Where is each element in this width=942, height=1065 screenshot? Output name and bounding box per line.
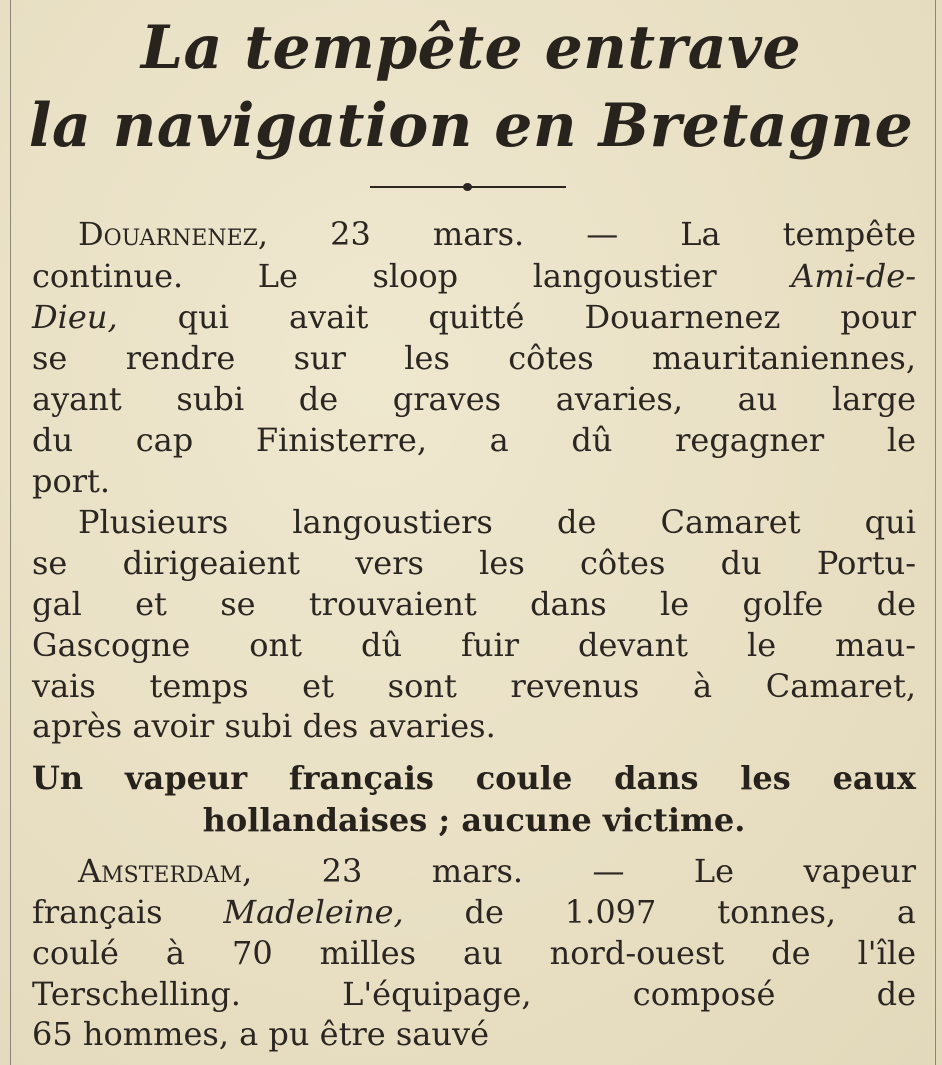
dateline-amsterdam: Amsterdam [78, 852, 243, 890]
p3-line-1 [78, 851, 916, 891]
divider-dot [463, 183, 472, 191]
ship-name-ami-de-dieu-part1: Ami-de- [791, 257, 917, 295]
p3-line-1-text: , 23 mars. — Le vapeur [242, 852, 916, 890]
p3-line-3: coulé à 70 milles au nord-ouest de l'île [32, 934, 916, 972]
ship-name-madeleine: Madeleine, [223, 893, 404, 931]
headline-line-1: La tempête entrave [140, 13, 802, 83]
subheadline-line-1: Un vapeur français coule dans les eaux [32, 759, 916, 797]
p1-line-1 [78, 214, 916, 254]
p1-line-2 [32, 256, 916, 296]
p1-line-4: se rendre sur les côtes mauritaniennes, [32, 339, 916, 377]
p3-line-2-text-b: de 1.097 tonnes, a [464, 893, 916, 931]
p3-line-2 [32, 892, 916, 932]
p1-line-7: port. [32, 462, 111, 500]
column-rule-right [935, 0, 936, 1065]
ship-name-ami-de-dieu-part2: Dieu, [32, 298, 118, 336]
p2-line-2: se dirigeaient vers les côtes du Portu- [32, 544, 916, 582]
column-rule-left [10, 0, 11, 1065]
p1-line-3 [32, 297, 916, 337]
subheadline-line-2: hollandaises ; aucune victime. [202, 801, 746, 839]
p1-line-1-text: , 23 mars. — La tempête [257, 215, 916, 253]
headline-line-2: la navigation en Bretagne [28, 91, 914, 161]
p1-line-5: ayant subi de graves avaries, au large [32, 380, 916, 418]
p3-line-4: Terschelling. L'équipage, composé de [32, 975, 916, 1013]
dateline-douarnenez: Douarnenez [78, 215, 258, 253]
p2-line-1: Plusieurs langoustiers de Camaret qui [78, 503, 916, 541]
p1-line-3-text: qui avait quitté Douarnenez pour [177, 298, 916, 336]
p2-line-4: Gascogne ont dû fuir devant le mau- [32, 626, 916, 664]
p2-line-5: vais temps et sont revenus à Camaret, [32, 667, 916, 705]
p1-line-6: du cap Finisterre, a dû regagner le [32, 421, 916, 459]
p3-line-5: 65 hommes, a pu être sauvé [32, 1015, 489, 1053]
p2-line-3: gal et se trouvaient dans le golfe de [32, 585, 916, 623]
p2-line-6: après avoir subi des avaries. [32, 707, 496, 745]
p1-line-2-text: continue. Le sloop langoustier [32, 257, 717, 295]
p3-line-2-text-a: français [32, 893, 163, 931]
